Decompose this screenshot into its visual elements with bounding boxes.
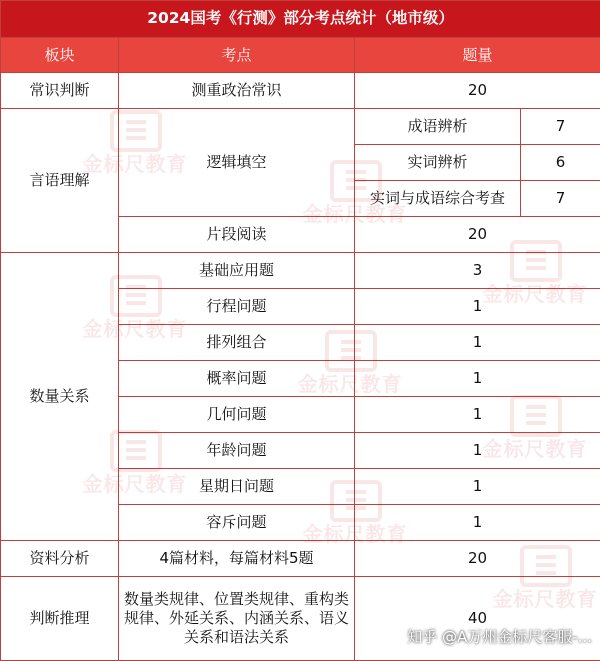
table-row	[1, 253, 600, 289]
count-cell: 1	[355, 469, 600, 505]
count-cell: 1	[355, 433, 600, 469]
watermark-brand: 金标尺教育	[82, 472, 188, 496]
table-row	[1, 73, 600, 109]
point-cell: 逻辑填空	[119, 109, 355, 217]
point-cell: 几何问题	[119, 397, 355, 433]
table-title: 2024国考《行测》部分考点统计（地市级）	[1, 1, 600, 38]
point-cell: 4篇材料，每篇材料5题	[119, 541, 355, 577]
sub-point-cell: 实词辨析	[355, 145, 521, 181]
watermark-brand: 金标尺教育	[302, 202, 408, 226]
block-cell: 数量关系	[1, 253, 119, 541]
point-cell: 片段阅读	[119, 217, 355, 253]
watermark-brand: 金标尺教育	[82, 152, 188, 176]
count-cell: 7	[521, 109, 600, 145]
watermark-brand: 金标尺教育	[482, 282, 588, 306]
sub-point-cell: 实词与成语综合考查	[355, 181, 521, 217]
point-cell: 数量类规律、位置类规律、重构类规律、外延关系、内涵关系、语义关系和语法关系	[119, 577, 355, 661]
point-cell: 排列组合	[119, 325, 355, 361]
title-row	[1, 1, 600, 38]
block-cell: 判断推理	[1, 577, 119, 661]
watermark-brand: 金标尺教育	[302, 522, 408, 546]
count-cell: 1	[355, 397, 600, 433]
point-cell: 行程问题	[119, 289, 355, 325]
point-cell: 容斥问题	[119, 505, 355, 541]
count-cell: 1	[355, 325, 600, 361]
point-cell: 星期日问题	[119, 469, 355, 505]
table-row	[1, 577, 600, 661]
count-cell: 7	[521, 181, 600, 217]
header-point: 考点	[119, 38, 355, 73]
table-row	[1, 541, 600, 577]
point-cell: 测重政治常识	[119, 73, 355, 109]
count-cell: 40	[355, 577, 600, 661]
header-count: 题量	[355, 38, 600, 73]
header-row	[1, 38, 600, 73]
block-cell: 常识判断	[1, 73, 119, 109]
watermark-brand: 金标尺教育	[482, 437, 588, 461]
count-cell: 1	[355, 289, 600, 325]
point-cell: 概率问题	[119, 361, 355, 397]
count-cell: 20	[355, 541, 600, 577]
header-block: 板块	[1, 38, 119, 73]
count-cell: 20	[355, 217, 600, 253]
block-cell: 言语理解	[1, 109, 119, 253]
table-row	[1, 109, 600, 145]
block-cell: 资料分析	[1, 541, 119, 577]
count-cell: 1	[355, 505, 600, 541]
watermark-brand: 金标尺教育	[297, 372, 403, 396]
count-cell: 6	[521, 145, 600, 181]
watermark-brand: 金标尺教育	[492, 587, 598, 611]
sub-point-cell: 成语辨析	[355, 109, 521, 145]
point-cell: 基础应用题	[119, 253, 355, 289]
point-cell: 年龄问题	[119, 433, 355, 469]
count-cell: 1	[355, 361, 600, 397]
count-cell: 3	[355, 253, 600, 289]
count-cell: 20	[355, 73, 600, 109]
source-credit: 知乎 @A万州金标尺客服-...	[407, 628, 592, 646]
watermark-brand: 金标尺教育	[82, 317, 188, 341]
